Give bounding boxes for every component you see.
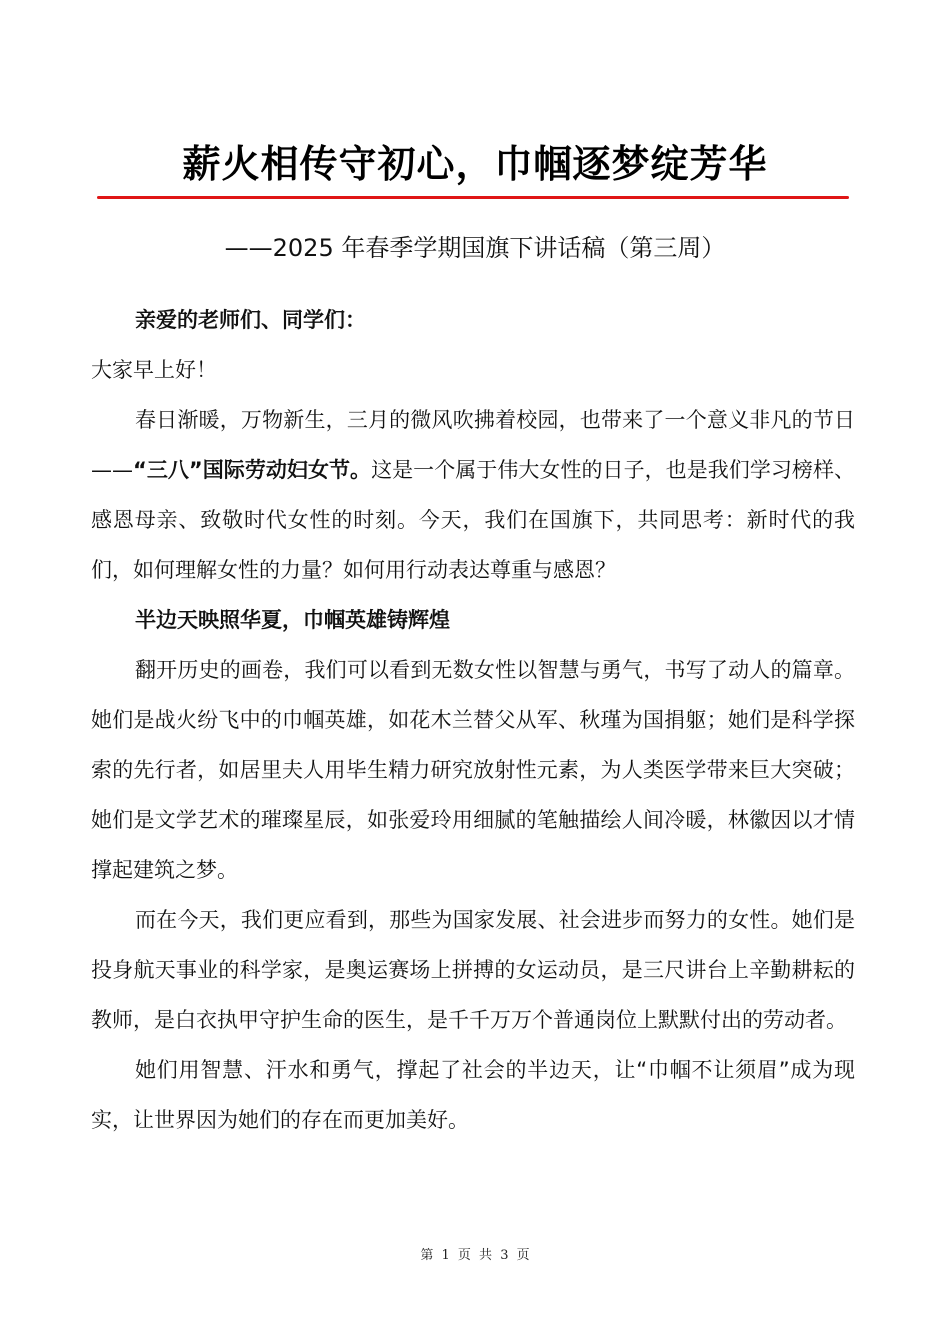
document-body: [91, 295, 855, 1145]
section-heading: 半边天映照华夏，巾帼英雄铸辉煌: [135, 608, 450, 632]
paragraph-intro-bold: “三八”国际劳动妇女节。: [133, 458, 372, 482]
salutation: 亲爱的老师们、同学们：: [135, 308, 366, 332]
document-title: 薪火相传守初心，巾帼逐梦绽芳华: [182, 142, 768, 186]
paragraph-intro: [91, 395, 855, 595]
page-number-footer: 第 1 页 共 3 页: [420, 1248, 530, 1263]
paragraph-history: 翻开历史的画卷，我们可以看到无数女性以智慧与勇气，书写了动人的篇章。她们是战火纷飞中的巾帼英雄，如花木兰替父从军、秋瑾为国捐躯；她们是科学探索的先行者，如居里夫人用毕生精力研究放射性元素，为人类医学带来巨大突破；她们是文学艺术的璀璨星辰，如张爱玲用细腻的笔触描绘人间冷暖，林徽因以才情撑起建筑之梦。: [91, 658, 855, 882]
title-underline: [97, 196, 849, 199]
document-subtitle: ——2025 年春季学期国旗下讲话稿（第三周）: [224, 234, 726, 262]
paragraph-closing: 她们用智慧、汗水和勇气，撑起了社会的半边天，让“巾帼不让须眉”成为现实，让世界因为她们的存在而更加美好。: [91, 1058, 855, 1132]
paragraph-intro-after: 这是一个属于伟大女性的日子，也是我们学习榜样、感恩母亲、致敬时代女性的时刻。今天，我们在国旗下，共同思考：新时代的我们，如何理解女性的力量？如何用行动表达尊重与感恩？: [91, 458, 855, 582]
paragraph-intro-before: 春日渐暖，万物新生，三月的微风吹拂着校园，也带来了一个意义非凡的节日——: [91, 408, 855, 482]
paragraph-today: 而在今天，我们更应看到，那些为国家发展、社会进步而努力的女性。她们是投身航天事业的科学家，是奥运赛场上拼搏的女运动员，是三尺讲台上辛勤耕耘的教师，是白衣执甲守护生命的医生，是千千万万个普通岗位上默默付出的劳动者。: [91, 908, 855, 1032]
greeting: 大家早上好！: [91, 358, 217, 382]
